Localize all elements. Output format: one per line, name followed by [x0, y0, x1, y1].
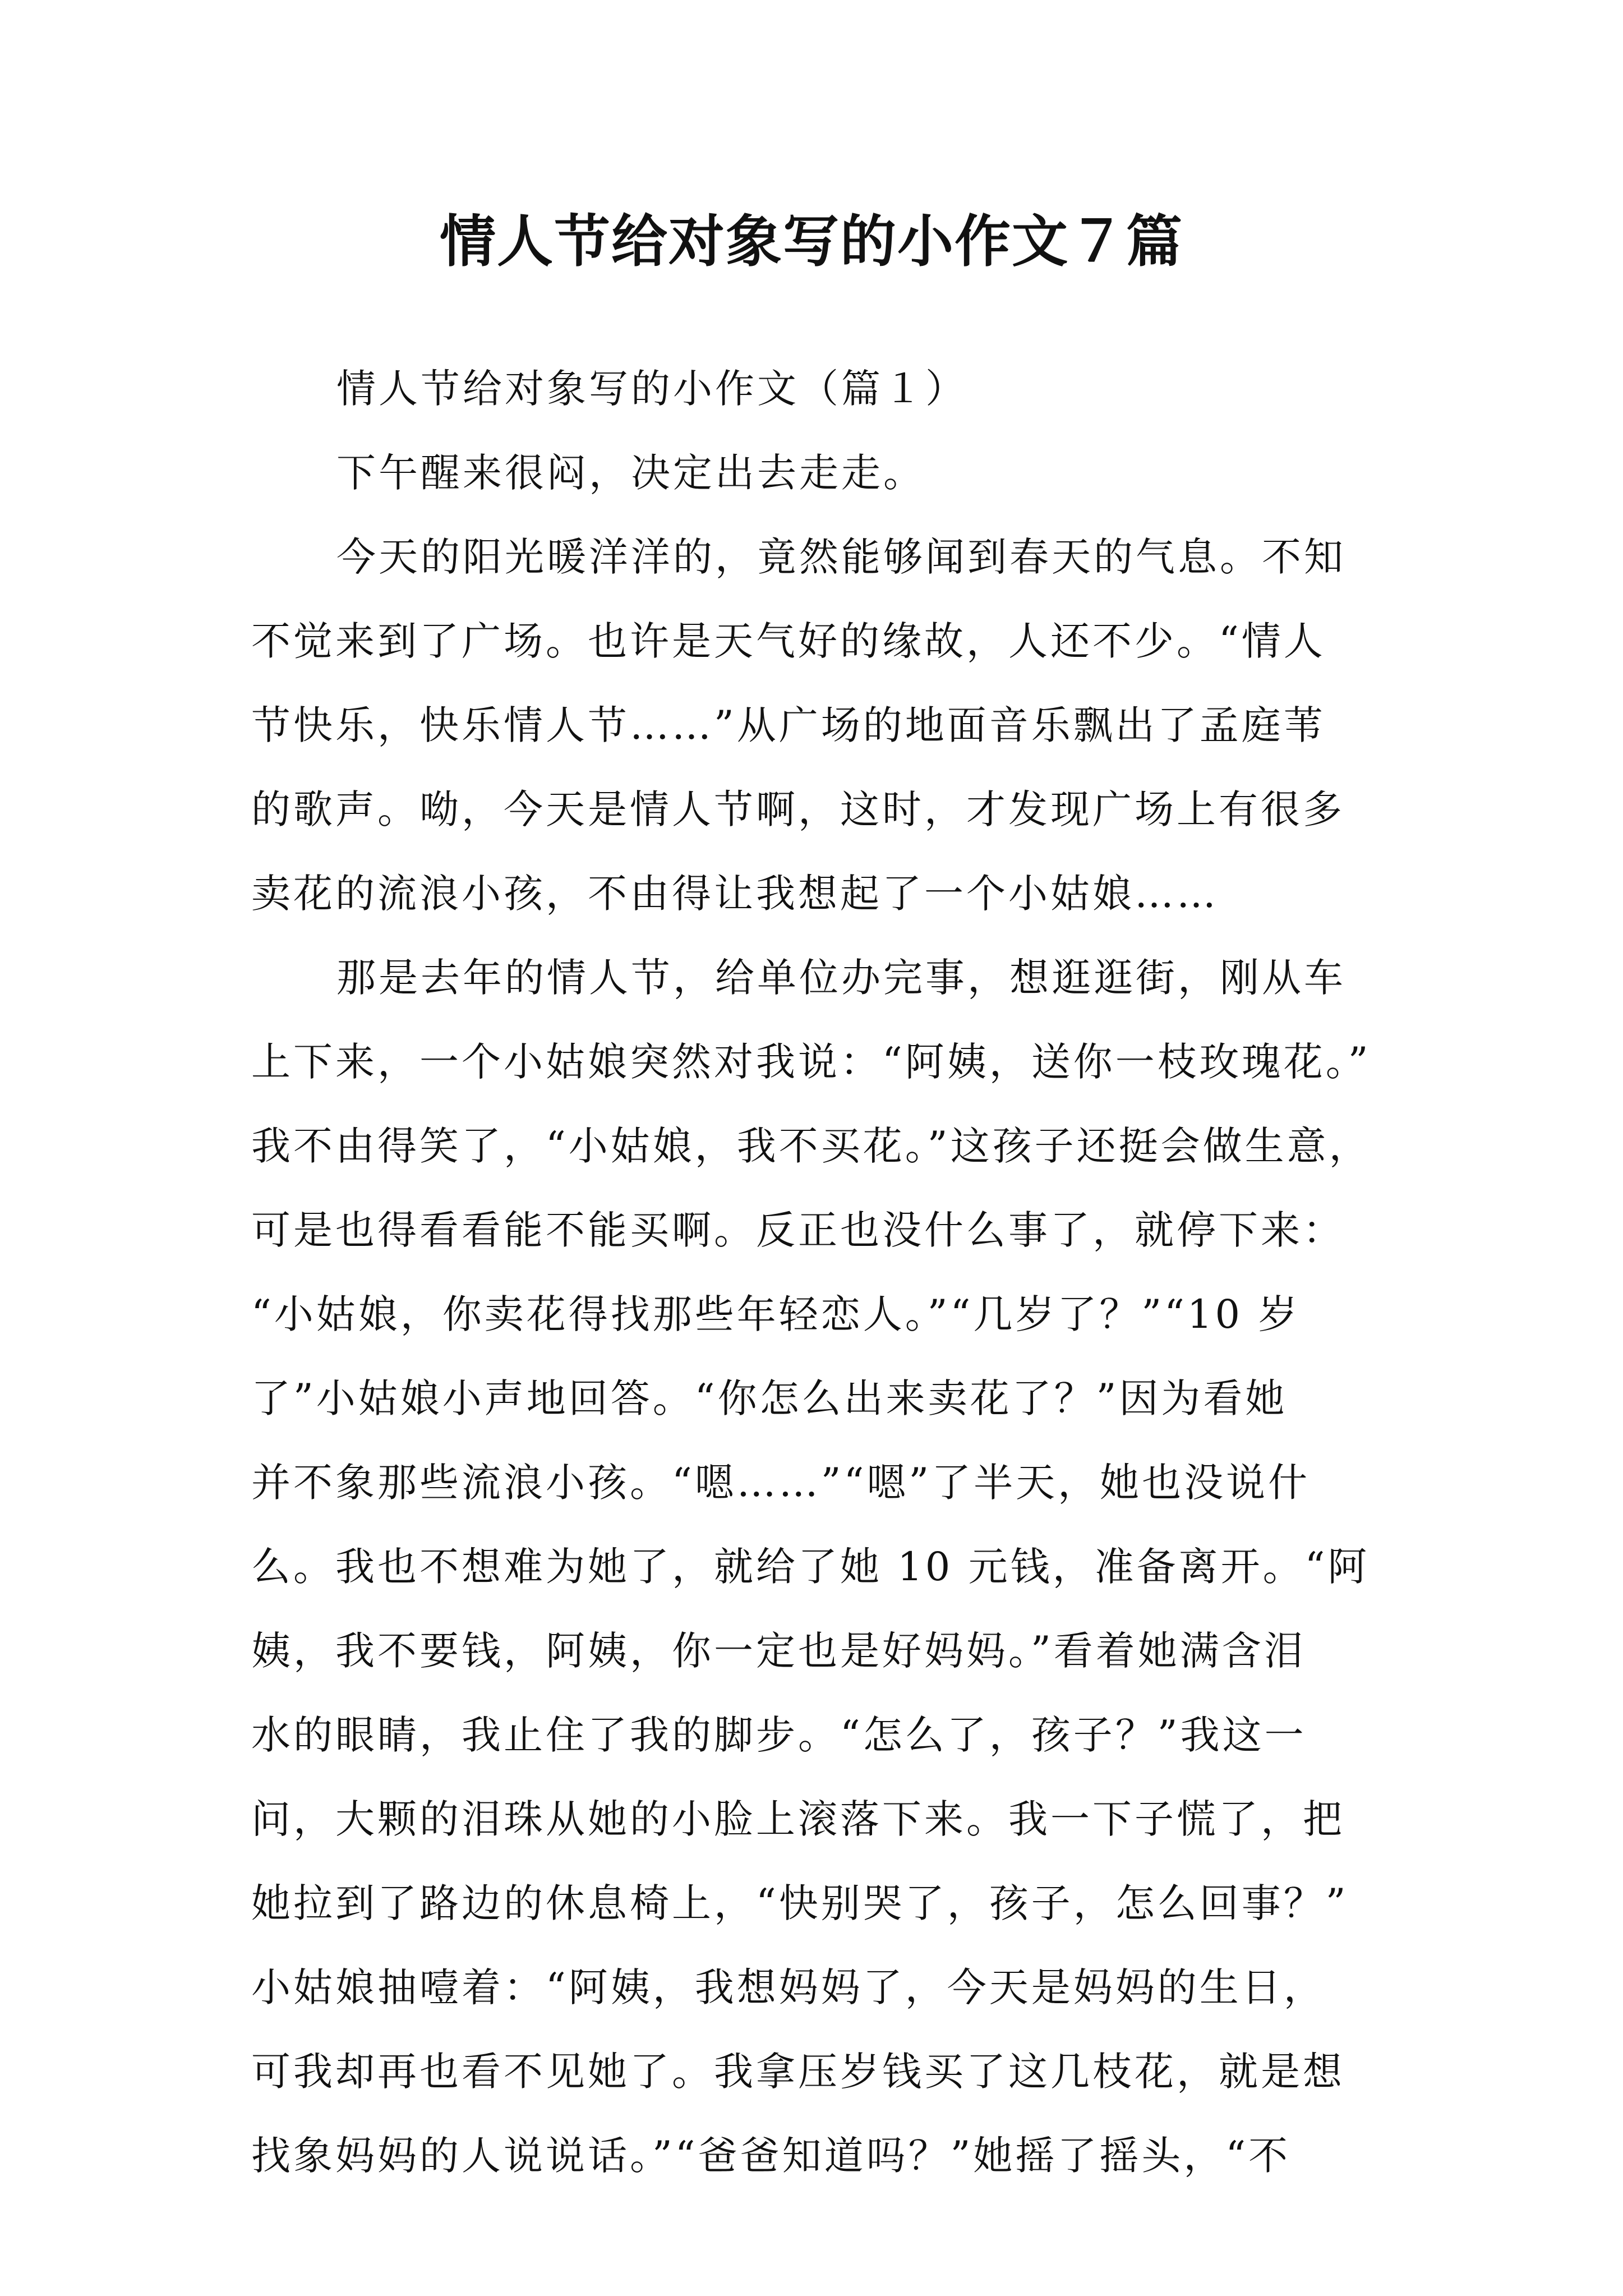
body-line: 上下来，一个小姑娘突然对我说：“阿姨，送你一枝玫瑰花。”: [251, 1039, 1371, 1085]
body-line: “小姑娘，你卖花得找那些年轻恋人。”“几岁了？”“10 岁: [251, 1291, 1301, 1337]
body-line: 下午醒来很闷，决定出去走走。: [336, 450, 925, 496]
body-line: 卖花的流浪小孩，不由得让我想起了一个小姑娘……: [251, 871, 1219, 917]
body-line: 那是去年的情人节，给单位办完事，想逛逛街，刚从车: [336, 955, 1346, 1001]
body-line: 可我却再也看不见她了。我拿压岁钱买了这几枝花，就是想: [251, 2049, 1345, 2095]
body-line: 可是也得看看能不能买啊。反正也没什么事了，就停下来：: [251, 1207, 1345, 1253]
body-line: 她拉到了路边的休息椅上，“快别哭了，孩子，怎么回事？”: [251, 1880, 1349, 1926]
body-line: 今天的阳光暖洋洋的，竟然能够闻到春天的气息。不知: [336, 534, 1346, 580]
body-line: 小姑娘抽噎着：“阿姨，我想妈妈了，今天是妈妈的生日，: [251, 1964, 1326, 2010]
body-line: 节快乐，快乐情人节……”从广场的地面音乐飘出了孟庭苇: [251, 702, 1326, 748]
body-line: 的歌声。呦，今天是情人节啊，这时，才发现广场上有很多: [251, 786, 1345, 832]
body-line: 问，大颗的泪珠从她的小脸上滚落下来。我一下子慌了，把: [251, 1796, 1345, 1842]
section-heading: 情人节给对象写的小作文（篇１）: [336, 366, 967, 412]
body-line: 了”小姑娘小声地回答。“你怎么出来卖花了？”因为看她: [251, 1375, 1288, 1421]
body-line: 么。我也不想难为她了，就给了她 10 元钱，准备离开。“阿: [251, 1544, 1370, 1590]
body-line: 水的眼睛，我止住了我的脚步。“怎么了，孩子？”我这一: [251, 1712, 1307, 1758]
body-line: 我不由得笑了，“小姑娘，我不买花。”这孩子还挺会做生意，: [251, 1123, 1371, 1169]
body-line: 不觉来到了广场。也许是天气好的缘故，人还不少。“情人: [251, 618, 1326, 664]
body-line: 找象妈妈的人说说话。”“爸爸知道吗？”她摇了摇头，“不: [251, 2133, 1291, 2179]
document-title: 情人节给对象写的小作文７篇: [440, 208, 1183, 274]
body-line: 姨，我不要钱，阿姨，你一定也是好妈妈。”看着她满含泪: [251, 1628, 1306, 1674]
body-line: 并不象那些流浪小孩。“嗯……”“嗯”了半天，她也没说什: [251, 1460, 1311, 1506]
